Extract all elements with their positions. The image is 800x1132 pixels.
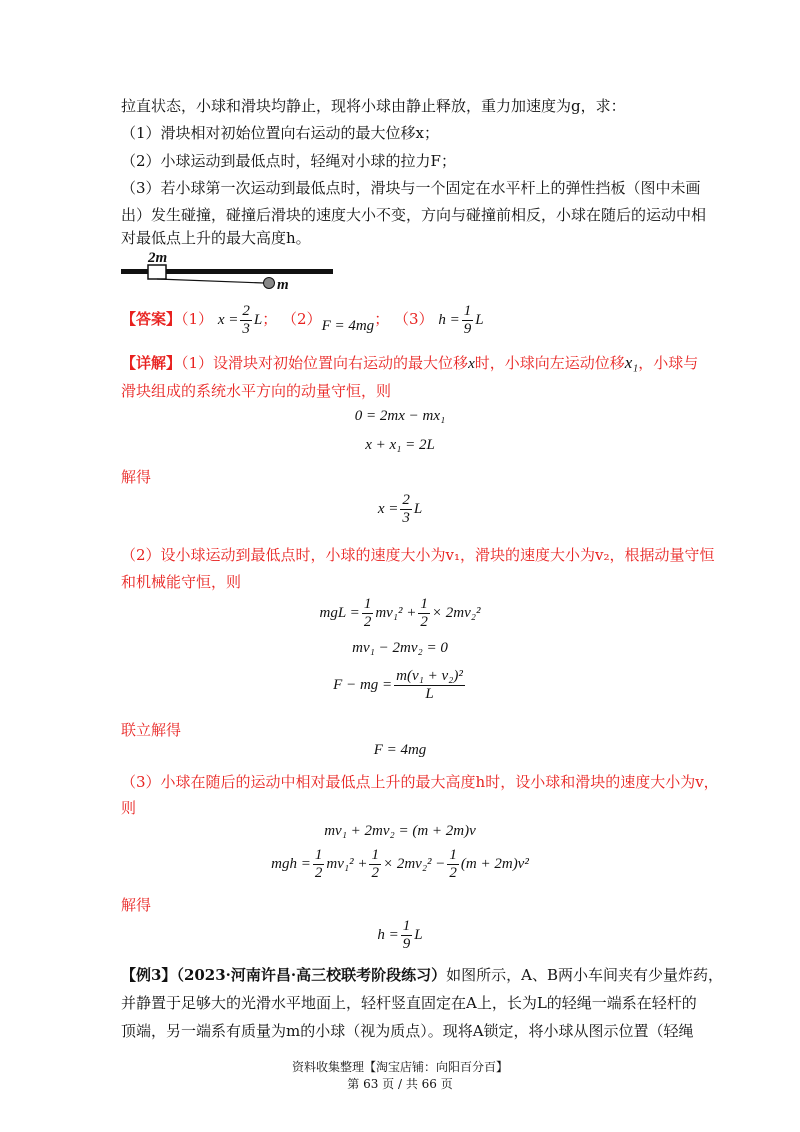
ball-mass-label: m <box>277 277 289 293</box>
equation-tension: F − mg = $\frac{\text{m(v₁ + v₂)²}}{L}$ <box>333 668 463 702</box>
block-mass-label: 2m <box>148 250 168 266</box>
problem-figure <box>118 250 338 294</box>
equation-momentum-2: mv₁ − 2mv₂ = 0 <box>352 640 448 656</box>
detail-part-2-line-2: 和机械能守恒，则 <box>121 573 242 591</box>
detail-label: 【详解】 <box>121 354 182 372</box>
question-3-line-1: （3）若小球第一次运动到最低点时，滑块与一个固定在水平杆上的弹性挡板（图中未画 <box>121 179 701 197</box>
equation-h-result: h = $\frac{1}{9}$ L <box>377 918 423 952</box>
equation-energy-2: mgh = $\frac{1}{2}$ mv₁² + $\frac{1}{2}$ × 2mv₂² − $\frac{1}{2}$ (m + 2m)v² <box>271 847 529 881</box>
detail-line-1: 【详解】（1）设滑块对初始位置向右运动的最大位移x时，小球向左运动位移x₁，小球与 <box>121 353 699 372</box>
question-3-line-2: 出）发生碰撞，碰撞后滑块的速度大小不变，方向与碰撞前相反，小球在随后的运动中相 <box>121 206 707 224</box>
footer-source: 资料收集整理【淘宝店铺：向阳百分百】 <box>291 1060 508 1074</box>
example-source: （2023·河南许昌·高三校联考阶段练习） <box>176 966 447 984</box>
problem-line-1: 拉直状态，小球和滑块均静止，现将小球由静止释放，重力加速度为g，求： <box>121 97 626 115</box>
answer-label: 【答案】 <box>121 310 182 328</box>
detail-part-2-line-1: （2）设小球运动到最低点时，小球的速度大小为v₁，滑块的速度大小为v₂，根据动量守恒 <box>121 546 715 564</box>
equation-energy-1: mgL = $\frac{1}{2}$ mv₁² + $\frac{1}{2}$ × 2mv₂² <box>319 596 481 630</box>
light-rope <box>157 279 264 283</box>
question-2: （2）小球运动到最低点时，轻绳对小球的拉力F； <box>121 152 456 170</box>
detail-line-2: 滑块组成的系统水平方向的动量守恒，则 <box>121 382 392 400</box>
solve-label-3: 解得 <box>121 896 152 914</box>
page-number: 第 63 页 / 共 66 页 <box>347 1077 453 1091</box>
example-3-line-1: 【例3】（2023·河南许昌·高三校联考阶段练习）如图所示，A、B两小车间夹有少量炸药， <box>121 966 723 984</box>
equation-x-result: x = $\frac{2}{3}$ L <box>377 492 423 526</box>
detail-part-3-line-2: 则 <box>121 799 137 817</box>
equation-displacement: x + x₁ = 2L <box>365 437 435 453</box>
equation-momentum-3: mv₁ + 2mv₂ = (m + 2m)v <box>324 823 476 839</box>
equation-F-result: F = 4mg <box>373 742 427 758</box>
detail-part-3-line-1: （3）小球在随后的运动中相对最低点上升的最大高度h时，设小球和滑块的速度大小为v， <box>121 773 719 791</box>
equation-momentum-1: 0 = 2mx − mx₁ <box>354 408 446 424</box>
example-tag: 【例3】 <box>121 966 177 984</box>
example-3-line-3: 顶端，另一端系有质量为m的小球（视为质点）。现将A锁定，将小球从图示位置（轻绳 <box>121 1022 694 1040</box>
answer-line: 【答案】（1） x = $\frac{2}{3}$ L； （2）F = 4mg； （3） h = $\frac{1}{9}$ L <box>121 302 484 337</box>
solve-label-2: 联立解得 <box>121 721 182 739</box>
question-3-line-3: 对最低点上升的最大高度h。 <box>121 229 311 247</box>
example-3-line-2: 并静置于足够大的光滑水平地面上，轻杆竖直固定在A上，长为L的轻绳一端系在轻杆的 <box>121 994 697 1012</box>
question-1: （1）滑块相对初始位置向右运动的最大位移x； <box>121 124 440 142</box>
small-ball <box>264 278 275 289</box>
solve-label-1: 解得 <box>121 468 152 486</box>
slider-block <box>148 265 166 279</box>
